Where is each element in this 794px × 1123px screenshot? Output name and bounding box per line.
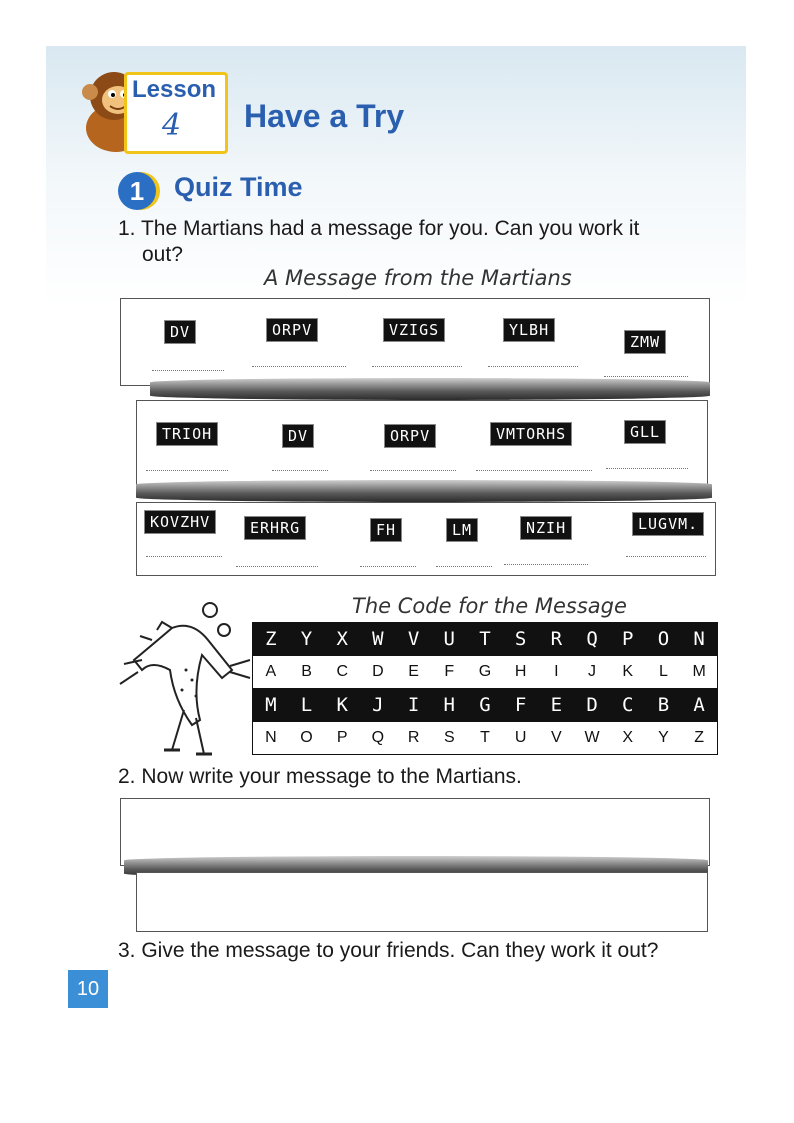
martian-illustration bbox=[112, 600, 252, 760]
question-2: 2. Now write your message to the Martians. bbox=[118, 765, 522, 788]
cipher-letter: U bbox=[431, 623, 467, 656]
plain-letter: X bbox=[610, 722, 646, 755]
answer-line[interactable] bbox=[146, 470, 228, 471]
scroll-fold bbox=[150, 378, 710, 400]
plain-letter: V bbox=[539, 722, 575, 755]
page-number: 10 bbox=[68, 970, 108, 1008]
cipher-letter: I bbox=[396, 689, 432, 722]
write-area-strip-2[interactable] bbox=[136, 872, 708, 932]
code-word: FH bbox=[370, 518, 402, 542]
plain-letter: R bbox=[396, 722, 432, 755]
code-word: TRIOH bbox=[156, 422, 218, 446]
cipher-letter: Q bbox=[574, 623, 610, 656]
answer-line[interactable] bbox=[236, 566, 318, 567]
cipher-letter: T bbox=[467, 623, 503, 656]
page-title: Have a Try bbox=[244, 98, 405, 134]
answer-line[interactable] bbox=[604, 376, 688, 377]
message-strip-1 bbox=[120, 298, 710, 386]
cipher-letter: A bbox=[681, 689, 717, 722]
code-title: The Code for the Message bbox=[352, 594, 627, 618]
section-number: 1 bbox=[118, 172, 156, 210]
answer-line[interactable] bbox=[146, 556, 222, 557]
cipher-letter: Z bbox=[253, 623, 289, 656]
code-word: GLL bbox=[624, 420, 666, 444]
code-word: ERHRG bbox=[244, 516, 306, 540]
plain-letter: M bbox=[681, 656, 717, 689]
cipher-row bbox=[253, 623, 718, 656]
cipher-letter: F bbox=[503, 689, 539, 722]
cipher-letter: O bbox=[646, 623, 682, 656]
cipher-letter: X bbox=[324, 623, 360, 656]
code-word: VMTORHS bbox=[490, 422, 572, 446]
plain-letter: G bbox=[467, 656, 503, 689]
plain-row bbox=[253, 722, 718, 755]
message-title: A Message from the Martians bbox=[264, 266, 572, 290]
plain-letter: L bbox=[646, 656, 682, 689]
cipher-letter: N bbox=[681, 623, 717, 656]
plain-letter: Z bbox=[681, 722, 717, 755]
cipher-letter: K bbox=[324, 689, 360, 722]
cipher-letter: V bbox=[396, 623, 432, 656]
answer-line[interactable] bbox=[272, 470, 328, 471]
plain-letter: A bbox=[253, 656, 289, 689]
plain-row bbox=[253, 656, 718, 689]
cipher-letter: B bbox=[646, 689, 682, 722]
answer-line[interactable] bbox=[360, 566, 416, 567]
plain-letter: T bbox=[467, 722, 503, 755]
code-word: LUGVM. bbox=[632, 512, 704, 536]
lesson-label: Lesson bbox=[132, 76, 217, 103]
lesson-badge bbox=[80, 68, 224, 152]
answer-line[interactable] bbox=[626, 556, 706, 557]
cipher-letter: G bbox=[467, 689, 503, 722]
code-word: NZIH bbox=[520, 516, 572, 540]
cipher-letter: R bbox=[539, 623, 575, 656]
cipher-letter: S bbox=[503, 623, 539, 656]
cipher-letter: J bbox=[360, 689, 396, 722]
code-word: DV bbox=[282, 424, 314, 448]
plain-letter: E bbox=[396, 656, 432, 689]
answer-line[interactable] bbox=[488, 366, 578, 367]
plain-letter: N bbox=[253, 722, 289, 755]
plain-letter: Y bbox=[646, 722, 682, 755]
plain-letter: J bbox=[574, 656, 610, 689]
code-word: ORPV bbox=[266, 318, 318, 342]
plain-letter: U bbox=[503, 722, 539, 755]
cipher-letter: H bbox=[431, 689, 467, 722]
plain-letter: P bbox=[324, 722, 360, 755]
code-word: ZMW bbox=[624, 330, 666, 354]
plain-letter: D bbox=[360, 656, 396, 689]
plain-letter: Q bbox=[360, 722, 396, 755]
plain-letter: B bbox=[289, 656, 325, 689]
answer-line[interactable] bbox=[370, 470, 456, 471]
answer-line[interactable] bbox=[606, 468, 688, 469]
plain-letter: H bbox=[503, 656, 539, 689]
code-word: YLBH bbox=[503, 318, 555, 342]
plain-letter: I bbox=[539, 656, 575, 689]
answer-line[interactable] bbox=[372, 366, 462, 367]
answer-line[interactable] bbox=[436, 566, 492, 567]
section-title: Quiz Time bbox=[174, 172, 303, 202]
code-word: VZIGS bbox=[383, 318, 445, 342]
cipher-letter: C bbox=[610, 689, 646, 722]
scroll-fold bbox=[136, 480, 712, 502]
cipher-letter: M bbox=[253, 689, 289, 722]
answer-line[interactable] bbox=[504, 564, 588, 565]
code-table bbox=[252, 622, 718, 755]
cipher-letter: W bbox=[360, 623, 396, 656]
cipher-row bbox=[253, 689, 718, 722]
plain-letter: K bbox=[610, 656, 646, 689]
message-strip-3 bbox=[136, 502, 716, 576]
code-word: ORPV bbox=[384, 424, 436, 448]
code-word: KOVZHV bbox=[144, 510, 216, 534]
question-1-line-1: 1. The Martians had a message for you. Can you work it bbox=[118, 217, 640, 240]
plain-letter: F bbox=[431, 656, 467, 689]
cipher-letter: Y bbox=[289, 623, 325, 656]
cipher-letter: D bbox=[574, 689, 610, 722]
answer-line[interactable] bbox=[152, 370, 224, 371]
plain-letter: O bbox=[289, 722, 325, 755]
answer-line[interactable] bbox=[252, 366, 346, 367]
plain-letter: W bbox=[574, 722, 610, 755]
plain-letter: S bbox=[431, 722, 467, 755]
question-1-line-2: out? bbox=[142, 243, 183, 266]
question-3: 3. Give the message to your friends. Can they work it out? bbox=[118, 939, 659, 962]
cipher-letter: L bbox=[289, 689, 325, 722]
code-word: LM bbox=[446, 518, 478, 542]
lesson-number: 4 bbox=[162, 108, 182, 143]
code-word: DV bbox=[164, 320, 196, 344]
answer-line[interactable] bbox=[476, 470, 592, 471]
plain-letter: C bbox=[324, 656, 360, 689]
cipher-letter: E bbox=[539, 689, 575, 722]
cipher-letter: P bbox=[610, 623, 646, 656]
